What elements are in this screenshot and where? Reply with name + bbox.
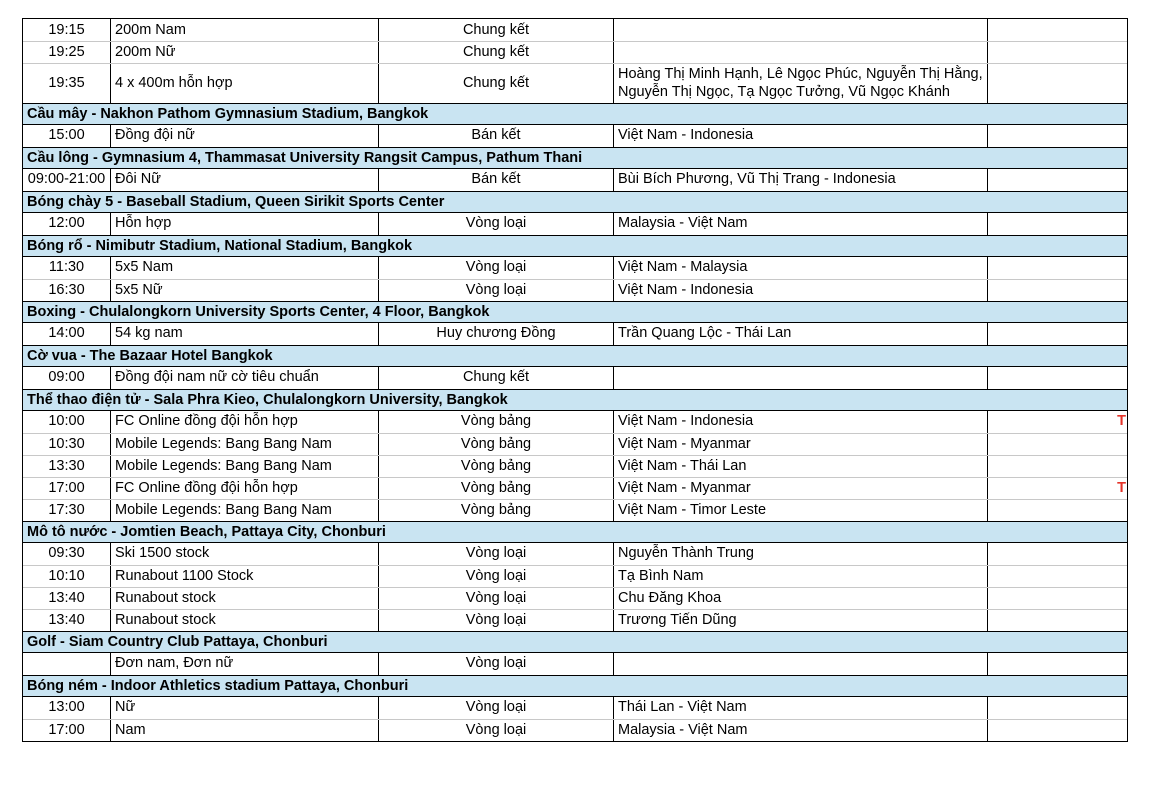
cell-participants[interactable]: Trương Tiến Dũng [614, 610, 988, 631]
cell-round[interactable]: Vòng loại [379, 653, 614, 675]
cell-time[interactable]: 16:30 [23, 280, 111, 301]
cell-time[interactable]: 19:35 [23, 64, 111, 103]
table-row [23, 565, 1127, 587]
table-row [23, 257, 1127, 279]
table-row [23, 367, 1127, 389]
cell-time[interactable]: 17:30 [23, 500, 111, 521]
cell-event[interactable]: Nam [111, 720, 379, 741]
section-header-label: Golf - Siam Country Club Pattaya, Chonburi [27, 633, 328, 650]
cell-time[interactable]: 09:00 [23, 367, 111, 389]
cell-participants[interactable] [614, 653, 988, 675]
cell-round[interactable]: Chung kết [379, 19, 614, 41]
cell-participants[interactable] [614, 367, 988, 389]
cell-event[interactable]: 5x5 Nam [111, 257, 379, 279]
section-header-label: Cầu mây - Nakhon Pathom Gymnasium Stadium, Bangkok [27, 105, 429, 122]
cell-event[interactable]: Hỗn hợp [111, 213, 379, 235]
table-row [23, 609, 1127, 631]
cell-round[interactable]: Huy chương Đồng [379, 323, 614, 345]
section-header-row[interactable] [23, 147, 1127, 169]
section-header-label: Bóng chày 5 - Baseball Stadium, Queen Sirikit Sports Center [27, 193, 445, 210]
cell-note[interactable] [988, 19, 1127, 41]
cell-note[interactable]: T [1117, 413, 1126, 430]
cell-note[interactable] [988, 697, 1127, 719]
table-row [23, 653, 1127, 675]
cell-event[interactable]: Mobile Legends: Bang Bang Nam [111, 500, 379, 521]
cell-participants[interactable]: Chu Đăng Khoa [614, 588, 988, 609]
cell-round[interactable]: Vòng loại [379, 280, 614, 301]
cell-event[interactable]: Mobile Legends: Bang Bang Nam [111, 434, 379, 455]
cell-participants[interactable]: Việt Nam - Thái Lan [614, 456, 988, 477]
spreadsheet-grid [22, 18, 1128, 742]
cell-participants[interactable]: Việt Nam - Malaysia [614, 257, 988, 279]
cell-round[interactable]: Chung kết [379, 42, 614, 63]
cell-round[interactable]: Vòng bảng [379, 500, 614, 521]
cell-participants[interactable]: Bùi Bích Phương, Vũ Thị Trang - Indonesia [614, 169, 988, 191]
cell-round[interactable]: Vòng bảng [379, 456, 614, 477]
section-header-row[interactable] [23, 345, 1127, 367]
cell-event[interactable]: 5x5 Nữ [111, 280, 379, 301]
section-header-row[interactable] [23, 301, 1127, 323]
cell-participants[interactable]: Việt Nam - Myanmar [614, 478, 988, 499]
table-row [23, 169, 1127, 191]
cell-participants[interactable]: Malaysia - Việt Nam [614, 213, 988, 235]
cell-round[interactable]: Vòng loại [379, 543, 614, 565]
cell-participants[interactable]: Việt Nam - Indonesia [614, 125, 988, 147]
cell-round[interactable]: Chung kết [379, 367, 614, 389]
section-header-row[interactable] [23, 521, 1127, 543]
cell-time[interactable]: 13:40 [23, 610, 111, 631]
cell-event[interactable]: Runabout stock [111, 610, 379, 631]
cell-participants[interactable]: Trần Quang Lộc - Thái Lan [614, 323, 988, 345]
cell-time[interactable]: 10:30 [23, 434, 111, 455]
table-row [23, 411, 1127, 433]
table-row [23, 41, 1127, 63]
cell-note[interactable] [988, 323, 1127, 345]
cell-note[interactable] [988, 213, 1127, 235]
table-row [23, 499, 1127, 521]
section-header-row[interactable] [23, 631, 1127, 653]
table-row [23, 587, 1127, 609]
section-header-label: Bóng rổ - Nimibutr Stadium, National Stadium, Bangkok [27, 237, 413, 254]
table-row [23, 455, 1127, 477]
cell-note[interactable] [988, 610, 1127, 631]
cell-participants[interactable]: Việt Nam - Indonesia [614, 411, 988, 433]
cell-event[interactable]: Runabout 1100 Stock [111, 566, 379, 587]
cell-time[interactable]: 11:30 [23, 257, 111, 279]
cell-time[interactable]: 17:00 [23, 720, 111, 741]
cell-note[interactable] [988, 257, 1127, 279]
cell-note[interactable] [988, 456, 1127, 477]
cell-time[interactable]: 15:00 [23, 125, 111, 147]
cell-participants[interactable]: Hoàng Thị Minh Hạnh, Lê Ngọc Phúc, Nguyễn Thị Hằng, Nguyễn Thị Ngọc, Tạ Ngọc Tưởng, Vũ Ngọc Khánh [614, 64, 988, 103]
cell-participants[interactable]: Việt Nam - Timor Leste [614, 500, 988, 521]
section-header-label: Thể thao điện tử - Sala Phra Kieo, Chulalongkorn University, Bangkok [27, 391, 508, 408]
cell-participants[interactable]: Việt Nam - Indonesia [614, 280, 988, 301]
cell-event[interactable]: Đơn nam, Đơn nữ [111, 653, 379, 675]
cell-note[interactable] [988, 653, 1127, 675]
cell-note[interactable] [988, 543, 1127, 565]
section-header-row[interactable] [23, 675, 1127, 697]
cell-round[interactable]: Vòng loại [379, 588, 614, 609]
cell-time[interactable]: 13:40 [23, 588, 111, 609]
cell-note[interactable] [988, 566, 1127, 587]
section-header-label: Mô tô nước - Jomtien Beach, Pattaya City, Chonburi [27, 523, 386, 540]
cell-round[interactable]: Vòng loại [379, 566, 614, 587]
cell-participants[interactable]: Nguyễn Thành Trung [614, 543, 988, 565]
cell-note[interactable] [988, 280, 1127, 301]
section-header-label: Cờ vua - The Bazaar Hotel Bangkok [27, 347, 273, 364]
section-header-label: Bóng ném - Indoor Athletics stadium Pattaya, Chonburi [27, 677, 409, 694]
cell-time[interactable]: 10:10 [23, 566, 111, 587]
cell-time[interactable] [23, 653, 111, 675]
cell-event[interactable]: Runabout stock [111, 588, 379, 609]
table-row [23, 697, 1127, 719]
table-row [23, 279, 1127, 301]
cell-time[interactable]: 14:00 [23, 323, 111, 345]
cell-participants[interactable]: Thái Lan - Việt Nam [614, 697, 988, 719]
cell-round[interactable]: Vòng loại [379, 213, 614, 235]
section-header-row[interactable] [23, 191, 1127, 213]
cell-round[interactable]: Vòng loại [379, 697, 614, 719]
cell-event[interactable]: 200m Nữ [111, 42, 379, 63]
cell-event[interactable]: Mobile Legends: Bang Bang Nam [111, 456, 379, 477]
cell-participants[interactable]: Tạ Bình Nam [614, 566, 988, 587]
cell-event[interactable]: Đôi Nữ [111, 169, 379, 191]
cell-time[interactable]: 09:30 [23, 543, 111, 565]
table-row [23, 433, 1127, 455]
cell-note[interactable] [988, 588, 1127, 609]
table-row [23, 719, 1127, 741]
cell-round[interactable]: Vòng bảng [379, 411, 614, 433]
cell-note[interactable]: T [1117, 479, 1126, 496]
table-row [23, 477, 1127, 499]
cell-note[interactable] [988, 500, 1127, 521]
cell-round[interactable]: Chung kết [379, 64, 614, 103]
cell-note[interactable] [988, 169, 1127, 191]
cell-participants[interactable] [614, 42, 988, 63]
table-row [23, 323, 1127, 345]
cell-note[interactable] [988, 42, 1127, 63]
cell-participants[interactable]: Việt Nam - Myanmar [614, 434, 988, 455]
table-row [23, 543, 1127, 565]
cell-round[interactable]: Bán kết [379, 125, 614, 147]
cell-note[interactable] [988, 125, 1127, 147]
section-header-row[interactable] [23, 235, 1127, 257]
cell-participants[interactable]: Malaysia - Việt Nam [614, 720, 988, 741]
cell-round[interactable]: Vòng loại [379, 720, 614, 741]
cell-time[interactable]: 19:15 [23, 19, 111, 41]
cell-event[interactable]: FC Online đồng đội hỗn hợp [111, 411, 379, 433]
cell-round[interactable]: Vòng loại [379, 610, 614, 631]
cell-note[interactable] [988, 434, 1127, 455]
table-row [23, 63, 1127, 103]
section-header-row[interactable] [23, 103, 1127, 125]
cell-event[interactable]: FC Online đồng đội hỗn hợp [111, 478, 379, 499]
cell-time[interactable]: 19:25 [23, 42, 111, 63]
table-row [23, 125, 1127, 147]
cell-participants[interactable] [614, 19, 988, 41]
cell-event[interactable]: Nữ [111, 697, 379, 719]
cell-time[interactable]: 09:00-21:00 [23, 169, 111, 191]
cell-event[interactable]: 200m Nam [111, 19, 379, 41]
cell-round[interactable]: Bán kết [379, 169, 614, 191]
cell-time[interactable]: 12:00 [23, 213, 111, 235]
cell-note[interactable] [988, 720, 1127, 741]
table-row [23, 213, 1127, 235]
cell-time[interactable]: 10:00 [23, 411, 111, 433]
section-header-label: Cầu lông - Gymnasium 4, Thammasat University Rangsit Campus, Pathum Thani [27, 149, 583, 166]
cell-note[interactable] [988, 64, 1127, 103]
cell-event[interactable]: Đồng đội nữ [111, 125, 379, 147]
cell-time[interactable]: 17:00 [23, 478, 111, 499]
cell-event[interactable]: Ski 1500 stock [111, 543, 379, 565]
cell-round[interactable]: Vòng loại [379, 257, 614, 279]
cell-note[interactable] [988, 367, 1127, 389]
cell-event[interactable]: 54 kg nam [111, 323, 379, 345]
cell-round[interactable]: Vòng bảng [379, 478, 614, 499]
section-header-row[interactable] [23, 389, 1127, 411]
cell-time[interactable]: 13:30 [23, 456, 111, 477]
cell-event[interactable]: 4 x 400m hỗn hợp [111, 64, 379, 103]
cell-time[interactable]: 13:00 [23, 697, 111, 719]
section-header-label: Boxing - Chulalongkorn University Sports Center, 4 Floor, Bangkok [27, 303, 490, 320]
cell-event[interactable]: Đồng đội nam nữ cờ tiêu chuẩn [111, 367, 379, 389]
cell-round[interactable]: Vòng bảng [379, 434, 614, 455]
table-row [23, 19, 1127, 41]
